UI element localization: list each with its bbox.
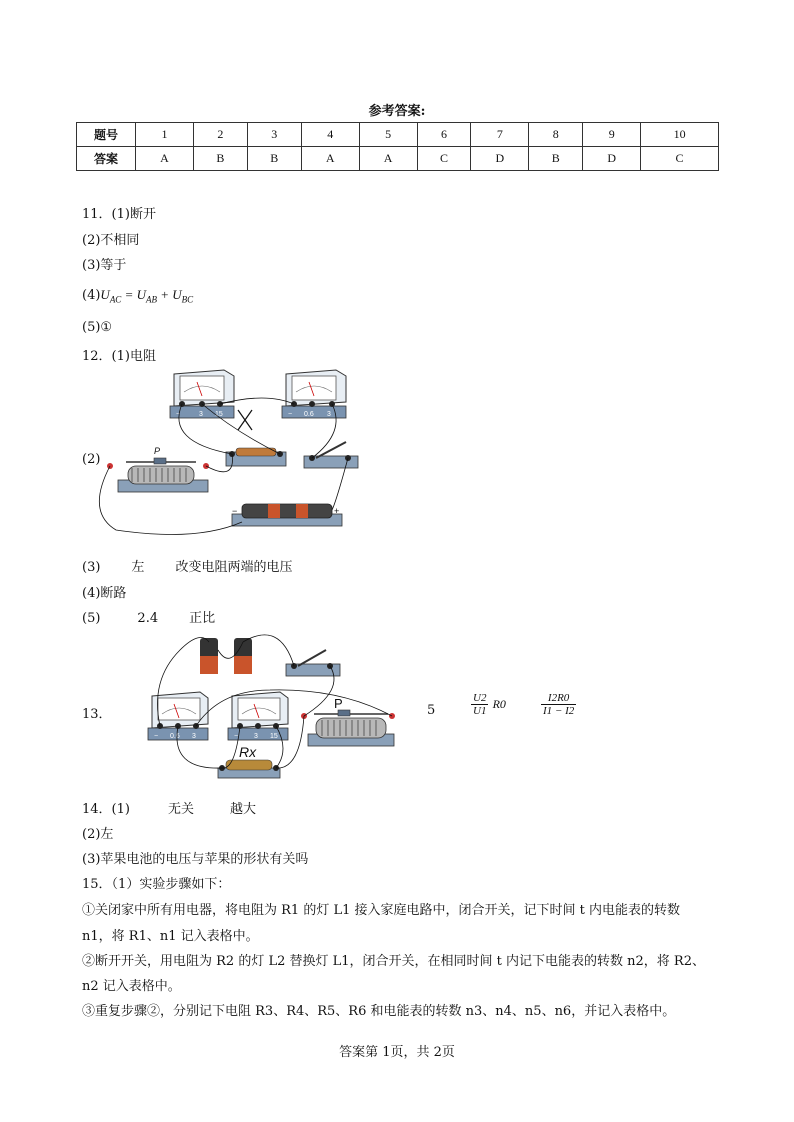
cross-mark-icon (238, 410, 252, 430)
q13-answer3 (541, 692, 576, 717)
q15-line6: ③重复步骤②，分别记下电阻 R3、R4、R5、R6 和电能表的转数 n3、n4、n5、n6，并记入表格中。 (82, 1004, 676, 1019)
ammeter-terminal-3: 3 (192, 733, 196, 740)
q15-line3: n1，将 R1、n1 记入表格中。 (82, 929, 259, 944)
answer-cell: B (247, 147, 301, 171)
question-number: 9 (583, 123, 641, 147)
resistor-icon (218, 744, 280, 778)
q14-part1-label: 14．(1) (82, 802, 130, 817)
q11-part2: (2)不相同 (82, 233, 140, 248)
answer-cell: D (583, 147, 641, 171)
voltmeter-terminal-3: 3 (199, 411, 203, 418)
answer-cell: B (529, 147, 583, 171)
rheostat-label: P (334, 696, 343, 711)
q13-answer2 (471, 692, 506, 717)
q12-part3-answer-a: 左 (131, 560, 145, 575)
ammeter-terminal-06: 0.6 (304, 411, 314, 418)
q15-line4: ②断开开关，用电阻为 R2 的灯 L2 替换灯 L1，闭合开关，在相同时间 t 内记下电能表的转数 n2，将 R2、 (82, 954, 705, 969)
q13-label: 13． (82, 707, 112, 722)
rheostat-icon (301, 696, 395, 746)
answer-cell: B (193, 147, 247, 171)
voltmeter-icon (228, 692, 288, 740)
q13-circuit-diagram (140, 630, 400, 780)
answer-cell: C (417, 147, 471, 171)
q14-part1 (82, 798, 256, 817)
ammeter-terminal-minus: − (154, 733, 159, 740)
battery-icon (232, 504, 342, 526)
question-number: 3 (247, 123, 301, 147)
q13-answer1: 5 (427, 703, 436, 718)
q14-part2: (2)左 (82, 827, 114, 842)
q14-part1-answer-a: 无关 (167, 802, 194, 817)
answer-table (76, 122, 719, 171)
question-number-row (77, 123, 719, 147)
q13-frac2-num: I2R0 (541, 692, 576, 705)
voltmeter-terminal-minus: − (234, 733, 239, 740)
rx-label: Rx (239, 744, 257, 760)
resistor-icon (226, 448, 286, 466)
q14-part1-answer-b: 越大 (229, 802, 256, 817)
answer-cell: D (471, 147, 529, 171)
q13-frac2-den: I1 − I2 (543, 705, 575, 717)
q12-part3-label: (3) (82, 560, 101, 575)
q13-frac1-tail: R0 (492, 697, 506, 711)
ammeter-icon (148, 692, 208, 740)
q12-part5 (82, 607, 215, 626)
q12-part5-label: (5) (82, 611, 101, 626)
question-number: 10 (641, 123, 719, 147)
battery-plus: + (334, 506, 340, 516)
q15-line5: n2 记入表格中。 (82, 979, 181, 994)
q11-formula: $U_{AC} = U_{AB} + U_{BC}$ (100, 287, 194, 305)
q12-part5-answer-b: 正比 (189, 611, 216, 626)
question-number: 5 (359, 123, 417, 147)
battery-minus: − (232, 506, 238, 516)
q11-part1: 11．(1)断开 (82, 207, 156, 222)
answer-cell: A (136, 147, 194, 171)
question-number: 6 (417, 123, 471, 147)
q12-part3-answer-b: 改变电阻两端的电压 (175, 560, 293, 575)
rheostat-label: P (154, 446, 161, 456)
question-number: 2 (193, 123, 247, 147)
answer-key-title: 参考答案: (368, 104, 426, 119)
q11-part3: (3)等于 (82, 258, 127, 273)
question-number: 1 (136, 123, 194, 147)
q13-frac2 (541, 692, 576, 717)
q12-part4: (4)断路 (82, 586, 127, 601)
q11-part4 (82, 287, 193, 305)
switch-icon (304, 442, 358, 468)
battery-icon (200, 638, 252, 674)
voltmeter-terminal-minus: − (176, 411, 181, 418)
q13-frac1 (471, 692, 488, 717)
ammeter-terminal-3: 3 (327, 411, 331, 418)
voltmeter-terminal-15: 15 (215, 411, 223, 418)
q13-frac1-den: U1 (473, 705, 487, 717)
row-header-number: 题号 (77, 123, 136, 147)
answer-cell: C (641, 147, 719, 171)
answer-cell: A (301, 147, 359, 171)
q13-frac1-num: U2 (473, 692, 487, 704)
q12-circuit-diagram (96, 362, 366, 542)
answer-cell: A (359, 147, 417, 171)
voltmeter-terminal-15: 15 (270, 733, 278, 740)
question-number: 4 (301, 123, 359, 147)
answer-row (77, 147, 719, 171)
q14-part3: (3)苹果电池的电压与苹果的形状有关吗 (82, 852, 309, 867)
q12-part2: (2) (82, 452, 101, 467)
switch-icon (286, 650, 340, 676)
rheostat-icon (107, 446, 209, 492)
ammeter-terminal-06: 0.6 (170, 733, 180, 740)
q11-part4-label: (4) (82, 288, 101, 303)
q12-part1: 12．(1)电阻 (82, 349, 156, 364)
ammeter-terminal-minus: − (288, 411, 293, 418)
q12-part5-answer-a: 2.4 (137, 611, 159, 626)
question-number: 7 (471, 123, 529, 147)
q12-part3 (82, 556, 292, 575)
q15-line2: ①关闭家中所有用电器，将电阻为 R1 的灯 L1 接入家庭电路中，闭合开关，记下时间 t 内电能表的转数 (82, 903, 680, 918)
q11-part5: (5)① (82, 320, 113, 335)
ammeter-icon (282, 370, 346, 418)
voltmeter-terminal-3: 3 (254, 733, 258, 740)
page-footer: 答案第 1页，共 2页 (339, 1045, 455, 1060)
q15-line1: 15．（1）实验步骤如下： (82, 877, 231, 892)
question-number: 8 (529, 123, 583, 147)
row-header-answer: 答案 (77, 147, 136, 171)
